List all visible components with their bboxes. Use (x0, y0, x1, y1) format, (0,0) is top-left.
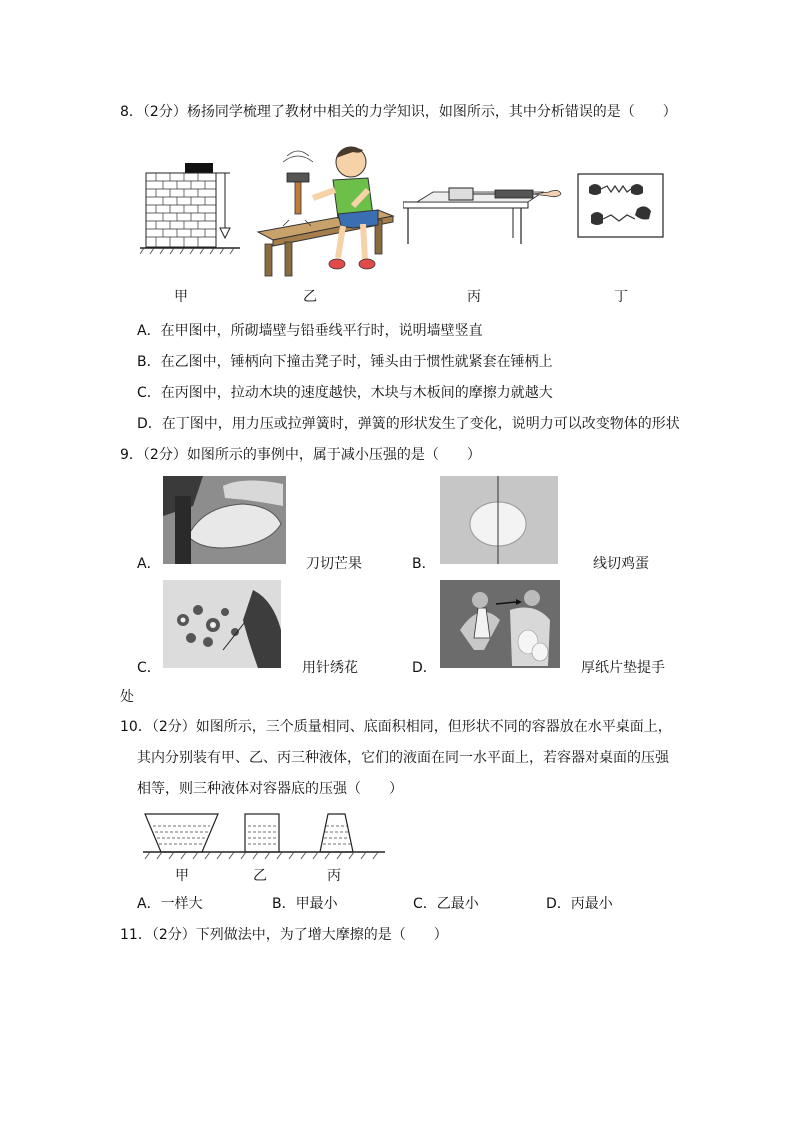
q9-option-d-letter: D． (412, 660, 437, 676)
q8-figure-yi (253, 140, 398, 280)
q11-stem: 11．（2分）下列做法中，为了增大摩擦的是（ ） (120, 927, 448, 943)
q10-stem-line-1: 10．（2分）如图所示，三个质量相同、底面积相同，但形状不同的容器放在水平桌面上， (120, 719, 672, 735)
q8-option-d: D．在丁图中，用力压或拉弹簧时，弹簧的形状发生了变化，说明力可以改变物体的形状 (137, 416, 680, 432)
q9-photo-paper-pad-handle (440, 580, 560, 668)
q10-caption-yi: 乙 (253, 868, 267, 884)
q9-option-d-caption: 厚纸片垫提手 (581, 660, 665, 676)
q8-figure-bing (403, 182, 563, 247)
q8-option-a: A．在甲图中，所砌墙壁与铅垂线平行时，说明墙壁竖直 (137, 323, 483, 339)
q9-caption-wrap: 处 (120, 689, 134, 705)
q10-caption-bing: 丙 (327, 868, 341, 884)
q9-photo-knife-mango (163, 476, 286, 564)
q10-stem-line-3: 相等，则三种液体对容器底的压强（ ） (137, 781, 403, 797)
q10-caption-jia: 甲 (175, 868, 189, 884)
q10-containers-figure (140, 810, 390, 862)
q9-stem: 9．（2分）如图所示的事例中，属于减小压强的是（ ） (120, 447, 481, 463)
q9-photo-thread-egg (440, 476, 558, 564)
q9-photo-embroidery (163, 580, 281, 668)
q9-option-b-letter: B． (412, 556, 436, 572)
q9-option-c-caption: 用针绣花 (302, 660, 358, 676)
q10-option-a: A．一样大 (137, 896, 203, 912)
q8-option-c: C．在丙图中，拉动木块的速度越快，木块与木板间的摩擦力就越大 (137, 385, 553, 401)
q8-caption-jia: 甲 (174, 289, 188, 305)
q8-figure-jia (140, 160, 240, 255)
q8-stem: 8．（2分）杨扬同学梳理了教材中相关的力学知识，如图所示，其中分析错误的是（ ） (120, 104, 677, 120)
q9-option-b-caption: 线切鸡蛋 (593, 556, 649, 572)
q10-option-d: D．丙最小 (546, 896, 613, 912)
q8-caption-bing: 丙 (467, 289, 481, 305)
q8-caption-yi: 乙 (303, 289, 317, 305)
q8-figure-ding (577, 173, 664, 238)
q8-caption-ding: 丁 (614, 289, 628, 305)
q8-option-b: B．在乙图中，锤柄向下撞击凳子时，锤头由于惯性就紧套在锤柄上 (137, 354, 553, 370)
q9-option-a-letter: A． (137, 556, 161, 572)
q9-option-a-caption: 刀切芒果 (306, 556, 362, 572)
q10-option-b: B．甲最小 (272, 896, 338, 912)
q10-stem-line-2: 其内分别装有甲、乙、丙三种液体，它们的液面在同一水平面上，若容器对桌面的压强 (137, 750, 669, 766)
q10-option-c: C．乙最小 (413, 896, 479, 912)
q9-option-c-letter: C． (137, 660, 161, 676)
